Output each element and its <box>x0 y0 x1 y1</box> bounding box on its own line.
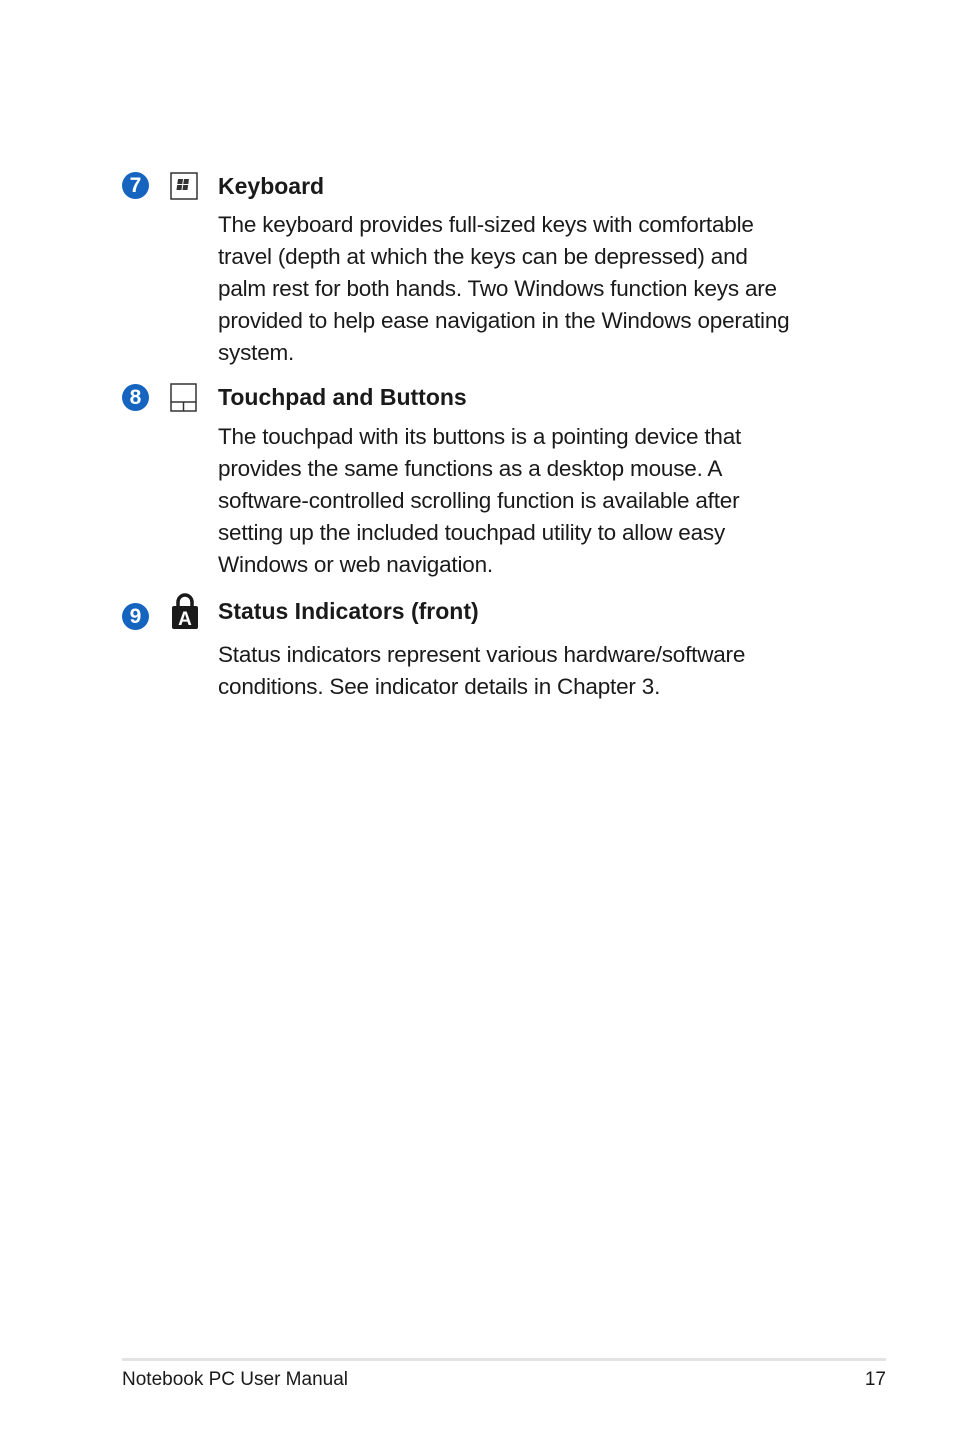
page-number: 17 <box>864 1369 886 1390</box>
caps-lock-icon <box>170 592 200 635</box>
section-description <box>218 209 848 369</box>
item-number-badge: 8 <box>122 384 149 411</box>
caps-lock-letter: A <box>178 609 192 630</box>
touchpad-icon <box>170 383 198 418</box>
section-heading: Keyboard <box>218 173 325 199</box>
description-line: setting up the included touchpad utility to allow easy <box>218 520 726 545</box>
description-line: provided to help ease navigation in the Windows operating <box>218 308 790 333</box>
item-number-badge: 9 <box>122 603 149 630</box>
description-line: conditions. See indicator details in Chapter 3. <box>218 674 661 699</box>
windows-key-icon <box>170 172 198 205</box>
footer-manual-title: Notebook PC User Manual <box>122 1369 348 1390</box>
section-heading: Touchpad and Buttons <box>218 384 467 410</box>
description-line: Status indicators represent various hardware/software <box>218 642 746 667</box>
item-number-badge: 7 <box>122 172 149 199</box>
section-description <box>218 639 848 703</box>
description-line: The touchpad with its buttons is a pointing device that <box>218 424 742 449</box>
description-line: palm rest for both hands. Two Windows function keys are <box>218 276 777 301</box>
footer-divider <box>122 1358 886 1361</box>
description-line: travel (depth at which the keys can be depressed) and <box>218 244 748 269</box>
section-description <box>218 421 848 581</box>
description-line: Windows or web navigation. <box>218 552 493 577</box>
description-line: The keyboard provides full-sized keys with comfortable <box>218 212 754 237</box>
description-line: software-controlled scrolling function is available after <box>218 488 740 513</box>
description-line: provides the same functions as a desktop mouse. A <box>218 456 723 481</box>
description-line: system. <box>218 340 295 365</box>
section-heading: Status Indicators (front) <box>218 598 479 624</box>
